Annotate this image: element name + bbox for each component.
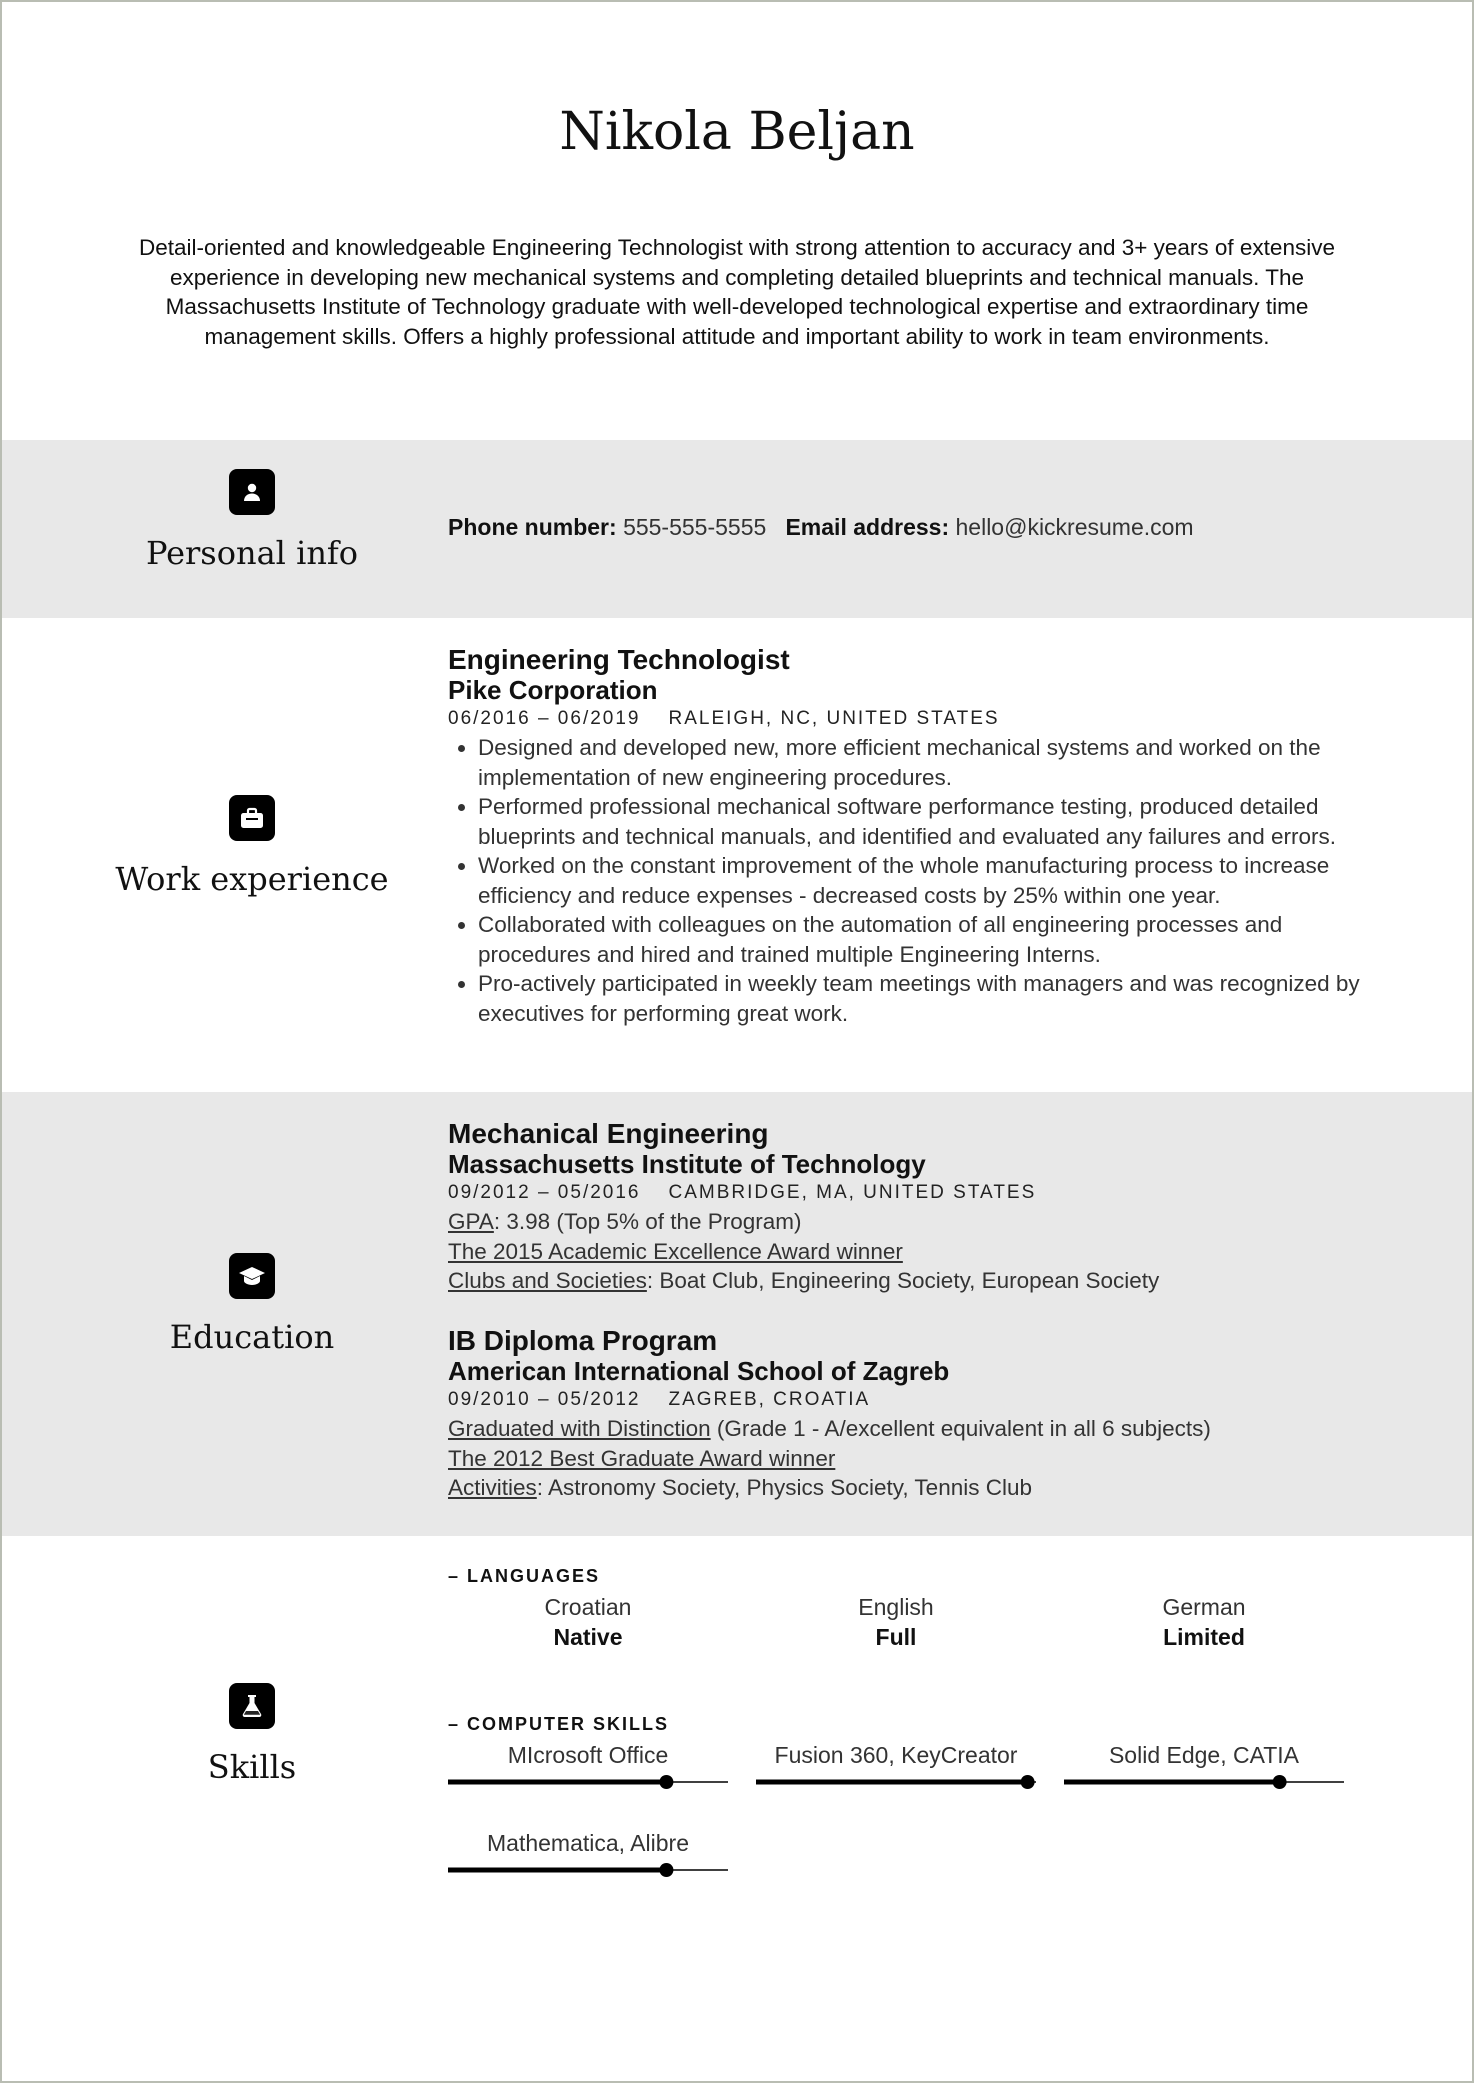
education-dates: 09/2012 – 05/2016: [448, 1182, 641, 1203]
skills-section: [2, 1536, 1472, 1956]
language-level: Limited: [1163, 1624, 1245, 1650]
personal-info-section: [2, 440, 1472, 618]
job-bullet: • Pro-actively participated in weekly team meetings with managers and was recognized by executives for performing great work.: [478, 969, 1394, 1028]
school-name: Massachusetts Institute of Technology: [448, 1149, 926, 1179]
job-bullet: • Worked on the constant improvement of the whole manufacturing process to increase efficiency and reduce expenses - decreased costs by 25% within one year.: [478, 851, 1394, 910]
language-name: English: [858, 1594, 934, 1620]
detail-heading[interactable]: The 2015 Academic Excellence Award winner: [448, 1238, 903, 1264]
skill-bar-knob: [1273, 1775, 1287, 1789]
skill-level-bar: [448, 1862, 728, 1878]
section-title-skills: Skills: [207, 1748, 297, 1786]
job-bullets: [448, 733, 1394, 1028]
job-location: RALEIGH, NC, UNITED STATES: [668, 708, 1000, 729]
graduation-cap-icon: [229, 1253, 275, 1299]
section-title-education: Education: [169, 1318, 335, 1356]
computer-skill: [756, 1740, 1036, 1790]
education-detail: [448, 1444, 1211, 1474]
briefcase-icon: [229, 795, 275, 841]
language-name: German: [1162, 1594, 1246, 1620]
education-section: [2, 1092, 1472, 1536]
person-icon: [229, 469, 275, 515]
computer-skill-name: Fusion 360, KeyCreator: [774, 1742, 1018, 1768]
education-meta: [448, 1386, 1211, 1414]
detail-heading[interactable]: GPA: [448, 1209, 494, 1234]
job-bullet: • Designed and developed new, more efficient mechanical systems and worked on the implementation of new engineering procedures.: [478, 733, 1394, 792]
job-company: Pike Corporation: [448, 675, 658, 705]
flask-icon: [229, 1683, 275, 1729]
job-meta: [448, 705, 1394, 733]
computer-skill: [448, 1828, 728, 1878]
language-item: [756, 1592, 1036, 1652]
language-level: Full: [875, 1624, 917, 1650]
skill-level-bar: [1064, 1774, 1344, 1790]
skill-bar-knob: [659, 1863, 673, 1877]
skill-bar-knob: [659, 1775, 673, 1789]
detail-heading[interactable]: Graduated with Distinction: [448, 1416, 711, 1441]
computer-skills-heading: – COMPUTER SKILLS: [448, 1714, 670, 1734]
computer-skill-name: Solid Edge, CATIA: [1108, 1742, 1300, 1768]
education-entry: [448, 1119, 1159, 1296]
language-name: Croatian: [544, 1594, 632, 1620]
computer-skill-name: MIcrosoft Office: [507, 1742, 669, 1768]
detail-text: (Grade 1 - A/excellent equivalent in all 6 subjects): [710, 1416, 1211, 1441]
phone-label: Phone number:: [448, 514, 617, 540]
skill-level-bar: [756, 1774, 1036, 1790]
education-dates: 09/2010 – 05/2012: [448, 1389, 641, 1410]
education-detail: [448, 1473, 1211, 1503]
profile-summary: Detail-oriented and knowledgeable Engineering Technologist with strong attention to accuracy and 3+ years of extensive experience in developing new mechanical systems and completing detailed blueprints and technical manuals. The Massachusetts Institute of Technology graduate with well-developed technological expertise and extraordinary time management skills. Offers a highly professional attitude and important ability to work in team environments.: [139, 235, 1335, 349]
detail-text: : Astronomy Society, Physics Society, Tennis Club: [536, 1475, 1032, 1500]
contact-line: [448, 514, 1194, 541]
job-entry: [448, 645, 1394, 1028]
detail-heading[interactable]: Clubs and Societies: [448, 1268, 647, 1293]
degree-title: IB Diploma Program: [448, 1325, 718, 1356]
email-value[interactable]: hello@kickresume.com: [955, 514, 1194, 540]
candidate-name: Nikola Beljan: [559, 102, 915, 162]
education-detail: [448, 1207, 1159, 1237]
languages-heading: – LANGUAGES: [448, 1566, 601, 1586]
education-detail: [448, 1266, 1159, 1296]
skill-bar-knob: [1021, 1775, 1035, 1789]
language-level: Native: [553, 1624, 623, 1650]
detail-heading[interactable]: Activities: [448, 1475, 537, 1500]
education-detail: [448, 1237, 1159, 1267]
education-meta: [448, 1179, 1159, 1207]
section-title-personal: Personal info: [145, 534, 359, 572]
detail-text: : Boat Club, Engineering Society, European Society: [646, 1268, 1160, 1293]
job-title: Engineering Technologist: [448, 644, 790, 675]
language-item: [1064, 1592, 1344, 1652]
work-experience-section: [2, 618, 1472, 1092]
education-location: CAMBRIDGE, MA, UNITED STATES: [668, 1182, 1037, 1203]
phone-value: 555-555-5555: [623, 514, 767, 540]
education-detail: [448, 1414, 1211, 1444]
detail-text: : 3.98 (Top 5% of the Program): [493, 1209, 802, 1234]
education-location: ZAGREB, CROATIA: [668, 1389, 871, 1410]
email-label: Email address:: [785, 514, 950, 540]
language-item: [448, 1592, 728, 1652]
degree-title: Mechanical Engineering: [448, 1118, 769, 1149]
computer-skill: [1064, 1740, 1344, 1790]
computer-skill: [448, 1740, 728, 1790]
education-entry: [448, 1326, 1211, 1503]
detail-heading[interactable]: The 2012 Best Graduate Award winner: [448, 1445, 836, 1471]
job-bullet: • Performed professional mechanical software performance testing, produced detailed blueprints and technical manuals, and identified and evaluated any failures and errors.: [478, 792, 1394, 851]
computer-skill-name: Mathematica, Alibre: [487, 1830, 689, 1856]
skill-level-bar: [448, 1774, 728, 1790]
job-bullet: • Collaborated with colleagues on the automation of all engineering processes and procedures and hired and trained multiple Engineering Interns.: [478, 910, 1394, 969]
school-name: American International School of Zagreb: [448, 1356, 950, 1386]
job-dates: 06/2016 – 06/2019: [448, 708, 641, 729]
section-title-work: Work experience: [115, 860, 389, 898]
